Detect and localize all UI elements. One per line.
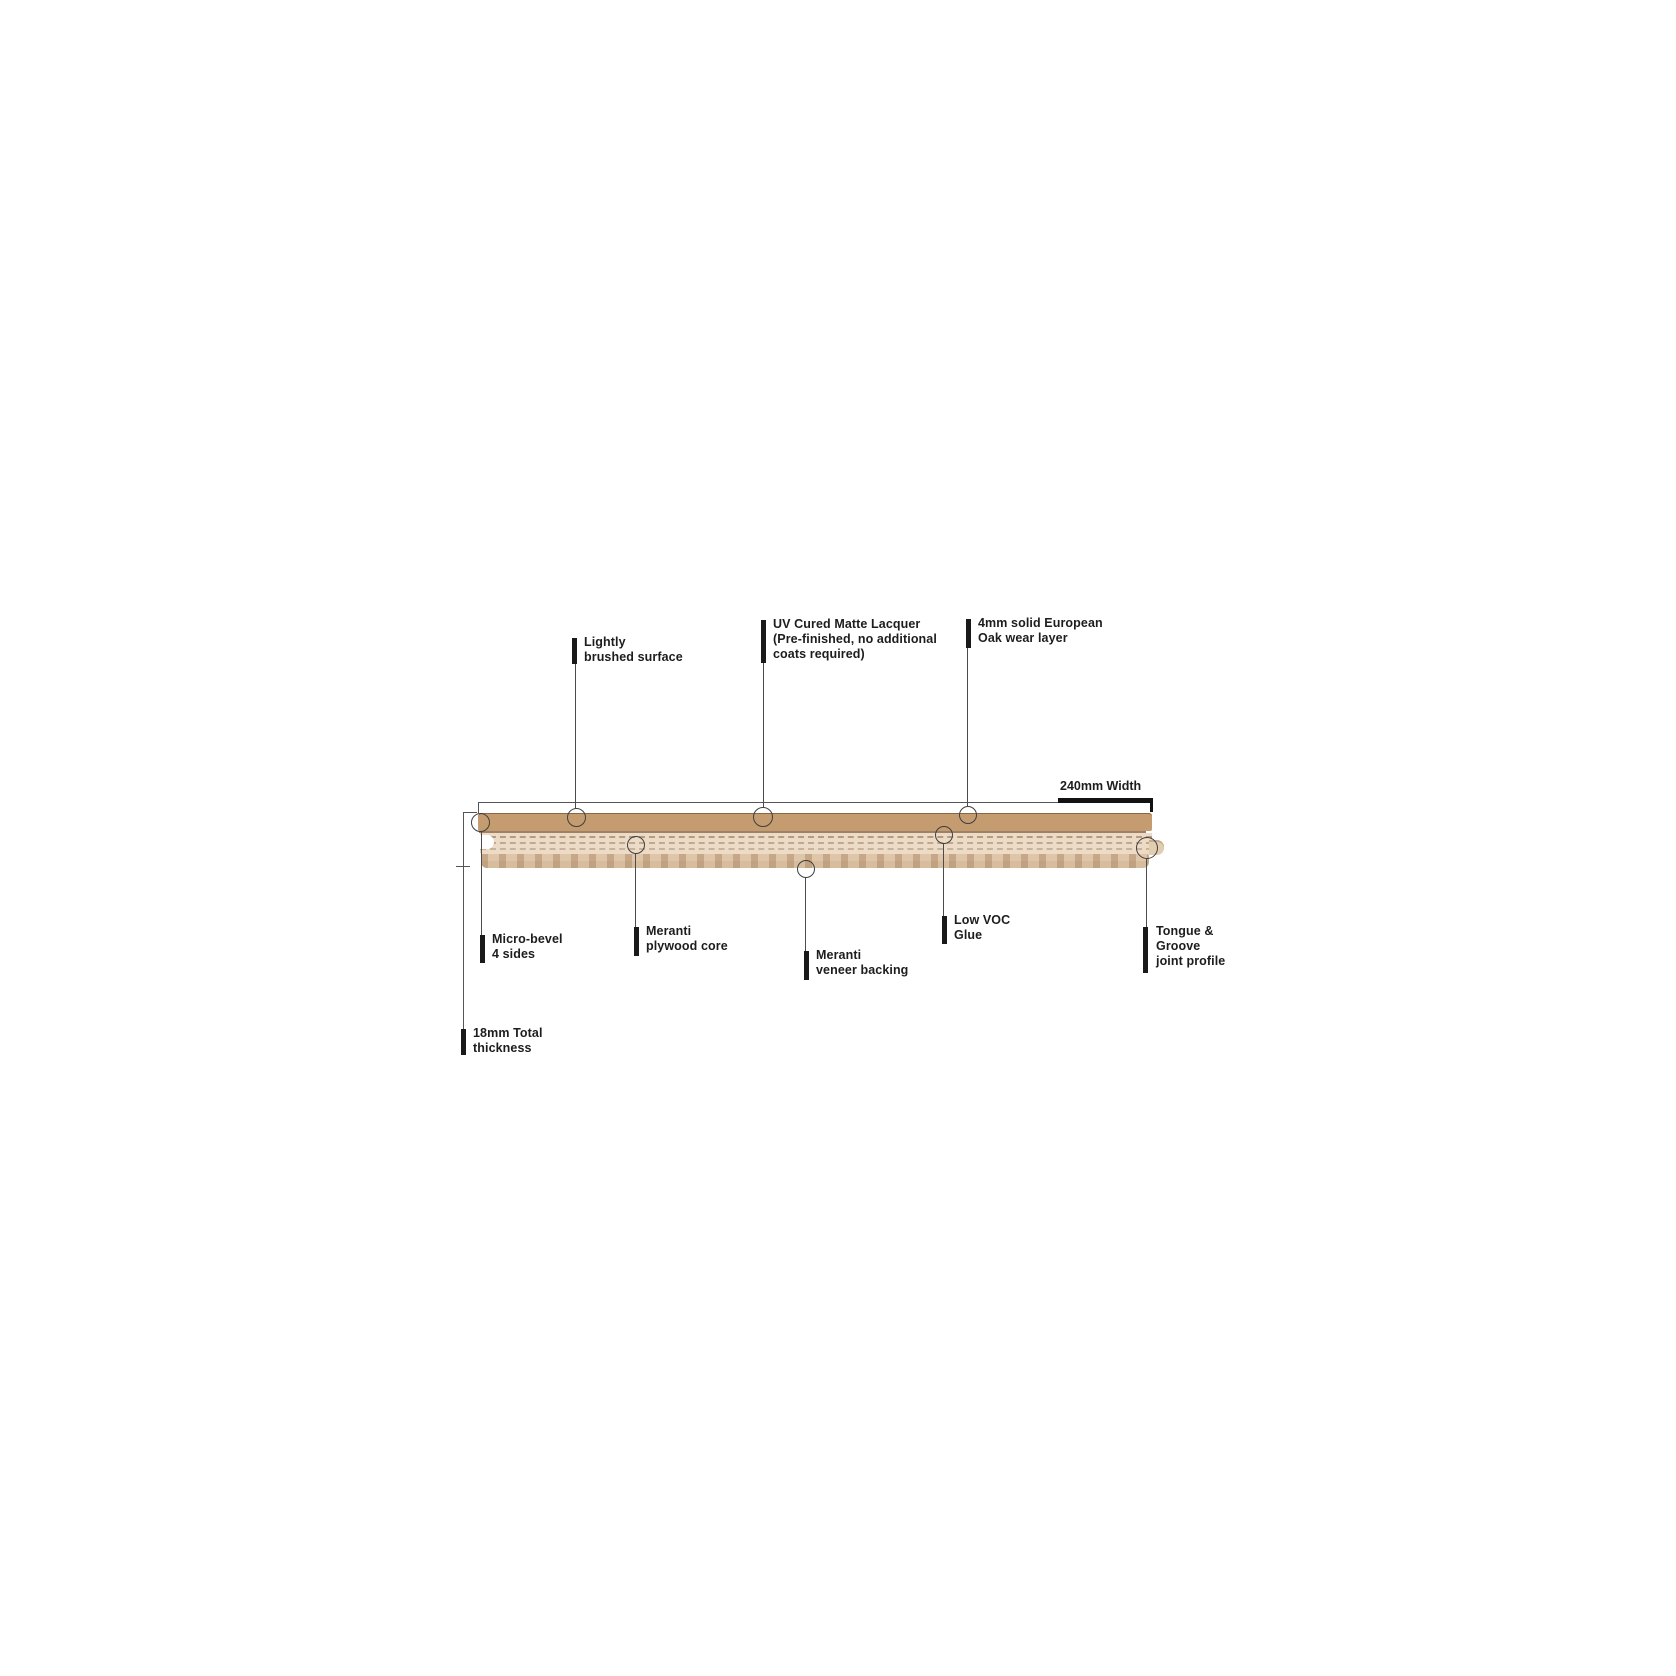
label-bar-uv: [761, 620, 766, 663]
plywood-core-marker-icon: [627, 836, 645, 854]
label-line: coats required): [773, 647, 865, 661]
leader-veneer-backing: [805, 878, 806, 952]
label-bar-thickness: [461, 1029, 466, 1055]
label-bar-plywood-core: [634, 927, 639, 956]
leader-oak-wear: [967, 648, 968, 806]
label-line: Oak wear layer: [978, 631, 1068, 645]
plywood-core-graphic: [480, 833, 1152, 854]
label-line: Meranti: [816, 948, 862, 962]
label-line: joint profile: [1156, 954, 1226, 968]
label-bar-veneer-backing: [804, 951, 809, 980]
uv-lacquer-marker-icon: [753, 807, 773, 827]
thickness-dimension-line: [463, 812, 464, 1030]
label-line: plywood core: [646, 939, 728, 953]
label-line: Low VOC: [954, 913, 1011, 927]
leader-brushed-surface: [575, 663, 576, 808]
label-bar-tongue-groove: [1143, 927, 1148, 973]
veneer-backing-graphic: [481, 854, 1149, 868]
label-veneer-backing: [816, 948, 908, 978]
micro-bevel-marker-icon: [471, 813, 490, 832]
label-line: veneer backing: [816, 963, 909, 977]
label-brushed-surface: [584, 635, 683, 665]
label-line: thickness: [473, 1041, 532, 1055]
oak-wear-marker-icon: [959, 806, 977, 824]
leader-micro-bevel: [481, 832, 482, 936]
label-line: 18mm Total: [473, 1026, 543, 1040]
ply-line: [480, 848, 1152, 850]
label-line: (Pre-finished, no additional: [773, 632, 937, 646]
ply-line: [480, 842, 1152, 844]
label-micro-bevel: [492, 932, 563, 962]
label-total-thickness: [473, 1026, 543, 1056]
low-voc-marker-icon: [935, 826, 953, 844]
groove-notch: [477, 835, 494, 849]
thickness-tick-top: [463, 812, 477, 813]
leader-plywood-core: [635, 854, 636, 928]
width-dimension-label: 240mm Width: [1060, 779, 1142, 793]
label-line: brushed surface: [584, 650, 683, 664]
label-bar-low-voc: [942, 916, 947, 944]
label-oak-wear: [978, 616, 1103, 646]
label-line: Groove: [1156, 939, 1201, 953]
leader-tongue-groove: [1146, 859, 1147, 928]
brushed-surface-marker-icon: [567, 808, 586, 827]
label-bar-oak: [966, 619, 971, 648]
label-line: Glue: [954, 928, 983, 942]
thickness-tick-bottom: [456, 866, 470, 867]
label-bar-micro-bevel: [480, 935, 485, 963]
label-tongue-groove: [1156, 924, 1225, 969]
label-line: 4 sides: [492, 947, 536, 961]
veneer-backing-marker-icon: [797, 860, 815, 878]
label-uv-lacquer: [773, 617, 937, 662]
width-dimension-tick-left: [478, 802, 479, 813]
width-dimension-tick-right: [1150, 798, 1153, 812]
leader-uv-lacquer: [763, 663, 764, 807]
width-dimension-bold-segment: [1058, 798, 1152, 803]
label-line: Micro-bevel: [492, 932, 563, 946]
tongue-groove-marker-icon: [1136, 837, 1158, 859]
label-line: 4mm solid European: [978, 616, 1103, 630]
label-plywood-core: [646, 924, 728, 954]
label-bar-brushed: [572, 638, 577, 664]
ply-line: [480, 836, 1152, 838]
label-line: Meranti: [646, 924, 692, 938]
label-line: Lightly: [584, 635, 626, 649]
leader-low-voc: [943, 844, 944, 917]
width-dimension-line: [478, 802, 1152, 803]
label-line: UV Cured Matte Lacquer: [773, 617, 921, 631]
label-line: Tongue &: [1156, 924, 1214, 938]
label-low-voc: [954, 913, 1010, 943]
